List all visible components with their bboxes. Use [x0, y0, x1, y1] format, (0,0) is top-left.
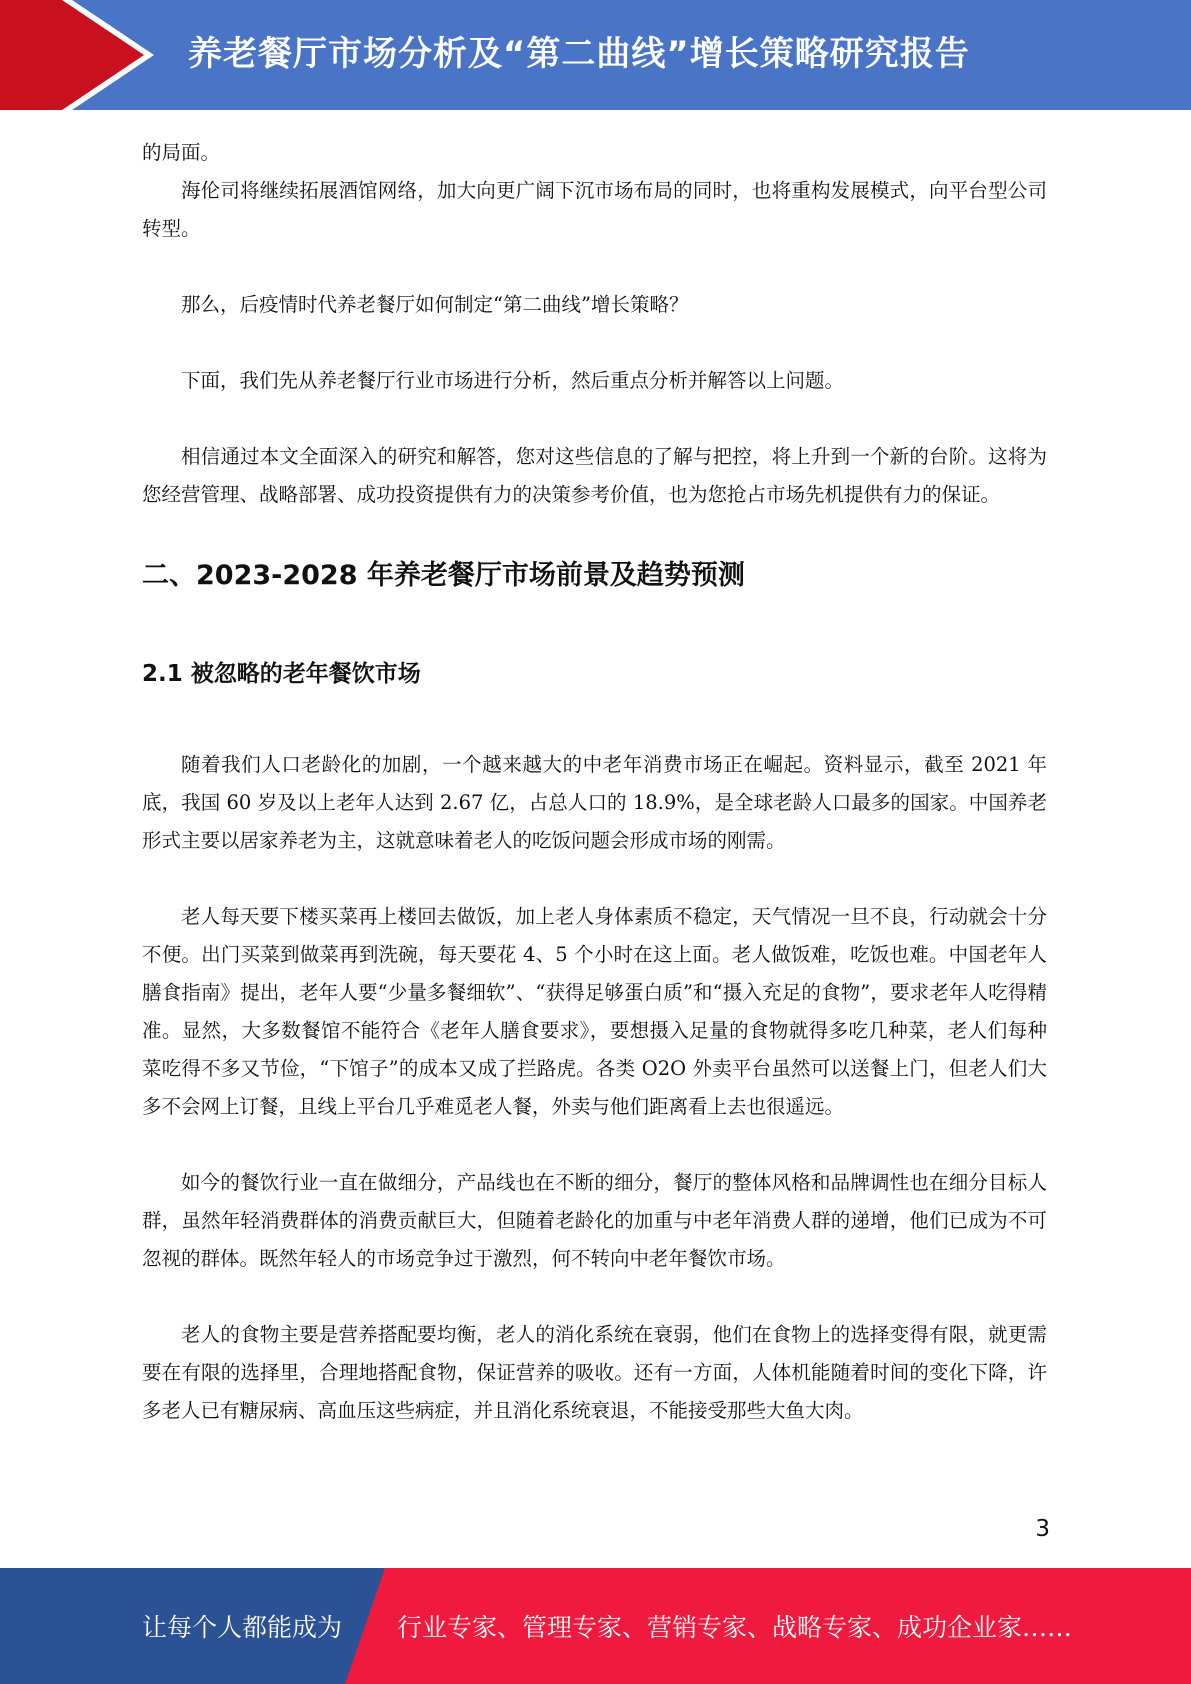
page-header [0, 0, 1191, 110]
paragraph: 老人每天要下楼买菜再上楼回去做饭，加上老人身体素质不稳定，天气情况一旦不良，行动就会十分不便。出门买菜到做菜再到洗碗，每天要花 4、5 个小时在这上面。老人做饭难，吃饭也难。中国老年人膳食指南》提出，老年人要“少量多餐细软”、“获得足够蛋白质”和“摄入充足的食物”，要求老年人吃得精准。显然，大多数餐馆不能符合《老年人膳食要求》，要想摄入足量的食物就得多吃几种菜，老人们每种菜吃得不多又节俭，“下馆子”的成本又成了拦路虎。各类 O2O 外卖平台虽然可以送餐上门，但老人们大多不会网上订餐，且线上平台几乎难觅老人餐，外卖与他们距离看上去也很遥远。 [142, 905, 1047, 1118]
paragraph: 那么，后疫情时代养老餐厅如何制定“第二曲线”增长策略？ [181, 293, 689, 316]
paragraph: 相信通过本文全面深入的研究和解答，您对这些信息的了解与把控，将上升到一个新的台阶。这将为您经营管理、战略部署、成功投资提供有力的决策参考价值，也为您抢占市场先机提供有力的保证。 [142, 445, 1047, 506]
footer-slogan-left: 让每个人都能成为 [142, 1613, 343, 1642]
report-title: 养老餐厅市场分析及“第二曲线”增长策略研究报告 [188, 34, 970, 74]
paragraph: 如今的餐饮行业一直在做细分，产品线也在不断的细分，餐厅的整体风格和品牌调性也在细分目标人群，虽然年轻消费群体的消费贡献巨大，但随着老龄化的加重与中老年消费人群的递增，他们已成为不可忽视的群体。既然年轻人的市场竞争过于激烈，何不转向中老年餐饮市场。 [142, 1171, 1047, 1270]
paragraph: 下面，我们先从养老餐厅行业市场进行分析，然后重点分析并解答以上问题。 [181, 369, 845, 392]
paragraph: 随着我们人口老龄化的加剧，一个越来越大的中老年消费市场正在崛起。资料显示，截至 2021 年底，我国 60 岁及以上老年人达到 2.67 亿，占总人口的 18.9%，是全球老龄人口最多的国家。中国养老形式主要以居家养老为主，这就意味着老人的吃饭问题会形成市场的刚需。 [142, 753, 1047, 852]
section-heading: 二、2023-2028 年养老餐厅市场前景及趋势预测 [142, 560, 745, 591]
page-number: 3 [1035, 1516, 1050, 1542]
paragraph: 老人的食物主要是营养搭配要均衡，老人的消化系统在衰弱，他们在食物上的选择变得有限，就更需要在有限的选择里，合理地搭配食物，保证营养的吸收。还有一方面，人体机能随着时间的变化下降，许多老人已有糖尿病、高血压这些病症，并且消化系统衰退，不能接受那些大鱼大肉。 [142, 1323, 1047, 1422]
subsection-heading: 2.1 被忽略的老年餐饮市场 [142, 661, 421, 687]
footer-slogan-right: 行业专家、管理专家、营销专家、战略专家、成功企业家…… [397, 1613, 1073, 1642]
paragraph: 海伦司将继续拓展酒馆网络，加大向更广阔下沉市场布局的同时，也将重构发展模式，向平台型公司转型。 [142, 179, 1047, 240]
document-body [142, 134, 1047, 1430]
page-footer [0, 1568, 1191, 1684]
header-red-arrow [0, 0, 150, 110]
paragraph: 的局面。 [142, 141, 221, 164]
